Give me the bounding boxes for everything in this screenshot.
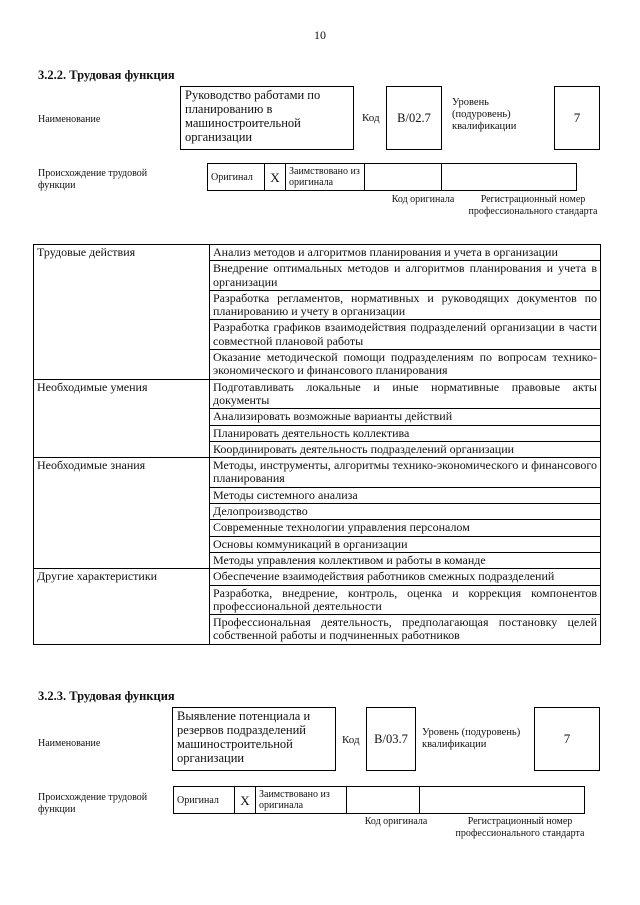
level-box: 7: [554, 86, 600, 150]
other-item: Разработка, внедрение, контроль, оценка и коррекция компонентов профессиональной деятельности: [210, 585, 601, 615]
code-label: Код: [342, 734, 360, 746]
skill-item: Подготавливать локальные и иные нормативные правовые акты документы: [210, 379, 601, 409]
skill-item: Анализировать возможные варианты действий: [210, 409, 601, 425]
origin-code-cell: [365, 164, 442, 191]
name-label: Наименование: [38, 738, 101, 749]
action-item: Разработка регламентов, нормативных и руководящих документов по планированию и учету в организации: [210, 290, 601, 320]
page-number: 10: [314, 28, 326, 42]
other-item: Профессиональная деятельность, предполагающая постановку целей собственной работы и подчиненных работников: [210, 615, 601, 645]
knowledge-item: Методы управления коллективом и работы в команде: [210, 552, 601, 568]
action-item: Разработка графиков взаимодействия подразделений организации в части совместной плановой работы: [210, 320, 601, 350]
action-item: Оказание методической помощи подразделениям по вопросам технико-экономического и финансового планирования: [210, 350, 601, 380]
level-label: Уровень (подуровень) квалификации: [422, 727, 521, 750]
caption-code-original: Код оригинала: [391, 194, 455, 205]
knowledge-item: Современные технологии управления персоналом: [210, 520, 601, 536]
function-name-box: Выявление потенциала и резервов подразделений машиностроительной организации: [172, 707, 336, 771]
knowledge-item: Методы, инструменты, алгоритмы технико-экономического и финансового планирования: [210, 458, 601, 488]
action-item: Анализ методов и алгоритмов планирования и учета в организации: [210, 245, 601, 261]
code-box: B/02.7: [386, 86, 442, 150]
other-item: Обеспечение взаимодействия работников смежных подразделений: [210, 569, 601, 585]
knowledge-label: Необходимые знания: [34, 458, 210, 569]
origin-code-cell: [347, 787, 420, 814]
action-item: Внедрение оптимальных методов и алгоритмов планирования и учета в организации: [210, 261, 601, 291]
origin-borrowed: Заимствовано из оригинала: [256, 787, 347, 814]
skill-item: Координировать деятельность подразделений организации: [210, 441, 601, 457]
code-box: B/03.7: [366, 707, 416, 771]
origin-reg-cell: [442, 164, 577, 191]
origin-table: [173, 786, 585, 814]
name-label: Наименование: [38, 114, 101, 125]
knowledge-item: Делопроизводство: [210, 504, 601, 520]
origin-mark: X: [265, 164, 286, 191]
section-title: 3.2.3. Трудовая функция: [38, 689, 175, 703]
origin-original: Оригинал: [208, 164, 265, 191]
skills-label: Необходимые умения: [34, 379, 210, 457]
skill-item: Планировать деятельность коллектива: [210, 425, 601, 441]
characteristics-table: [33, 244, 601, 645]
knowledge-item: Основы коммуникаций в организации: [210, 536, 601, 552]
origin-original: Оригинал: [174, 787, 235, 814]
knowledge-item: Методы системного анализа: [210, 487, 601, 503]
origin-label: Происхождение трудовой функции: [38, 168, 148, 191]
actions-label: Трудовые действия: [34, 245, 210, 380]
level-label: Уровень (подуровень) квалификации: [452, 97, 517, 132]
code-label: Код: [362, 112, 380, 124]
origin-table: [207, 163, 577, 191]
origin-mark: X: [235, 787, 256, 814]
origin-label: Происхождение трудовой функции: [38, 792, 148, 815]
other-label: Другие характеристики: [34, 569, 210, 644]
caption-code-original: Код оригинала: [364, 816, 428, 827]
origin-borrowed: Заимствовано из оригинала: [286, 164, 365, 191]
section-title: 3.2.2. Трудовая функция: [38, 68, 175, 82]
function-name-box: Руководство работами по планированию в машиностроительной организации: [180, 86, 354, 150]
level-box: 7: [534, 707, 600, 771]
origin-reg-cell: [420, 787, 585, 814]
caption-reg-number: Регистрационный номер профессионального стандарта: [468, 194, 598, 217]
caption-reg-number: Регистрационный номер профессионального стандарта: [455, 816, 585, 839]
